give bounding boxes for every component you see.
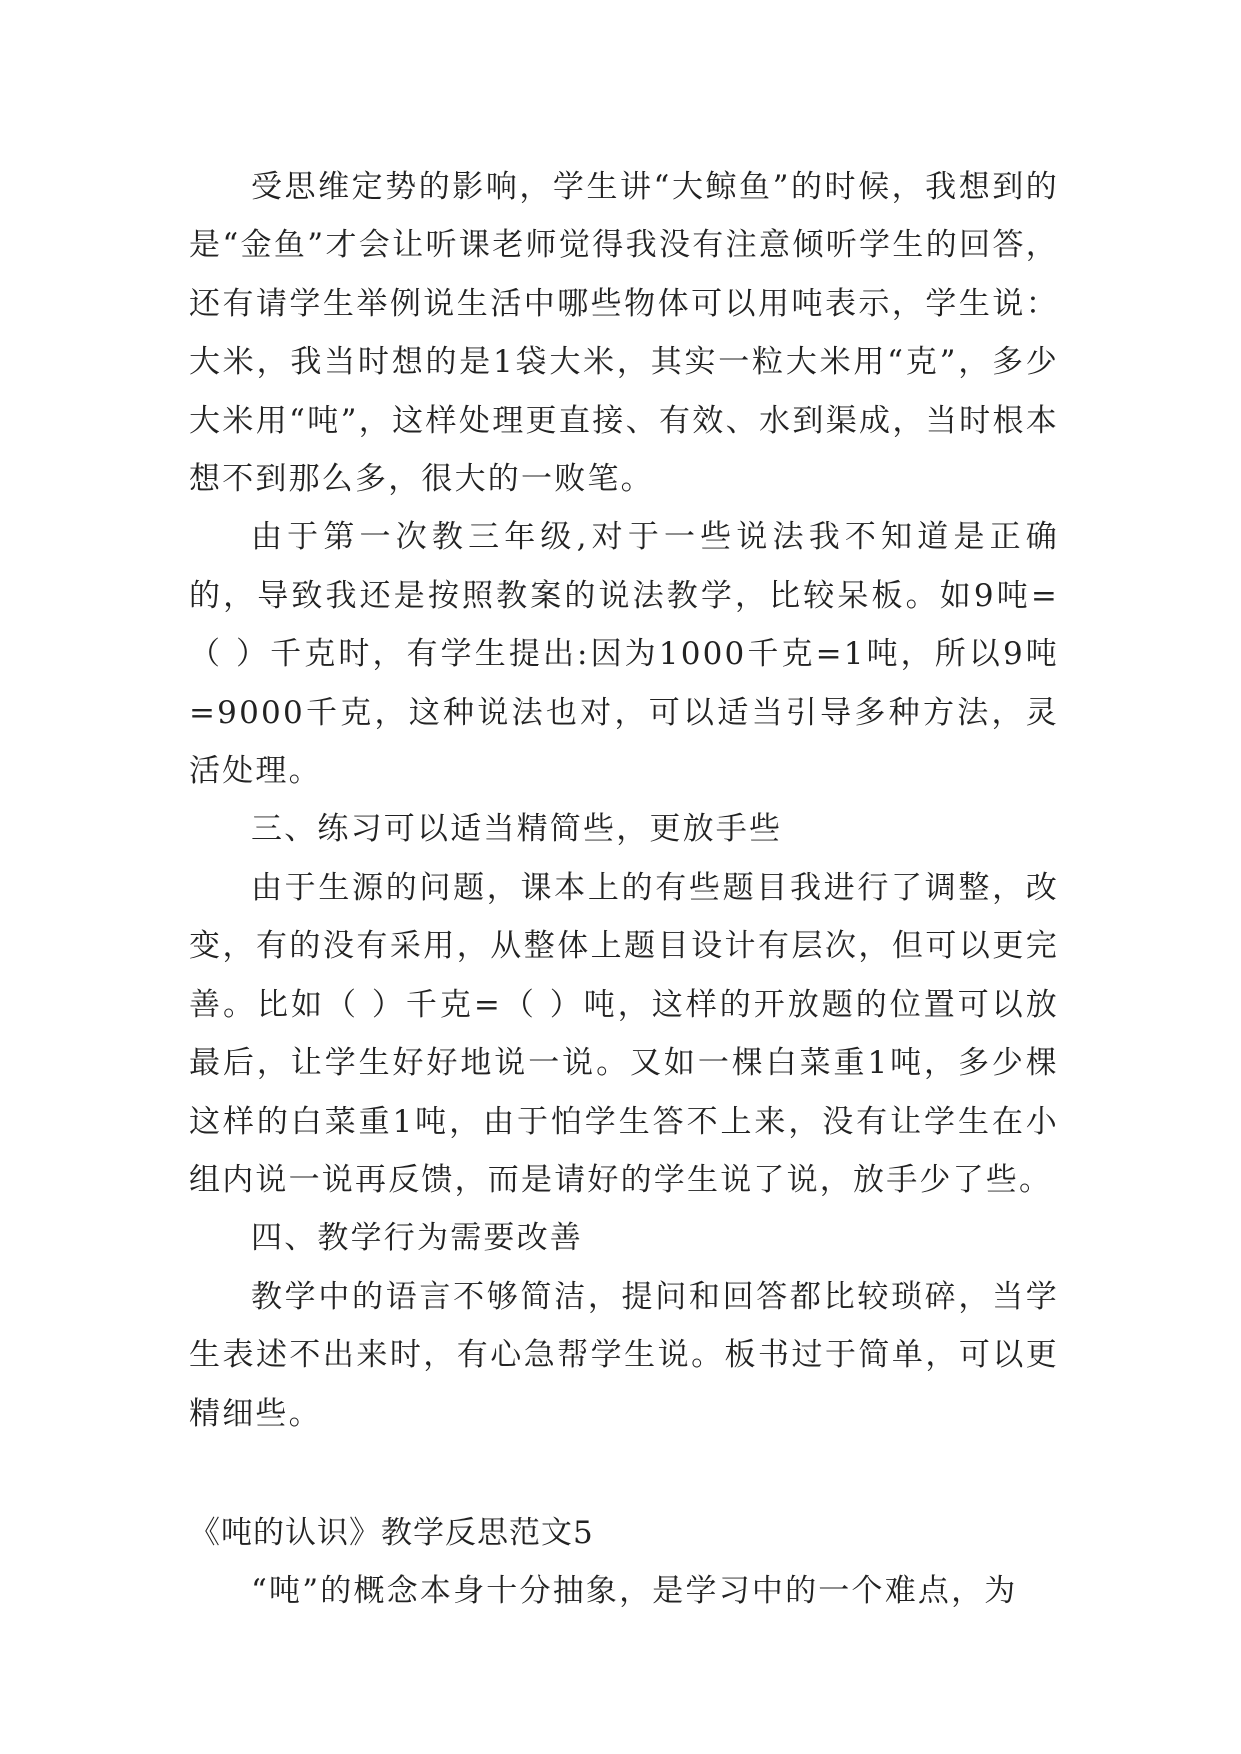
essay-title: 《吨的认识》教学反思范文5 (189, 1514, 594, 1551)
section-heading-3: 三、练习可以适当精简些，更放手些 (251, 811, 783, 848)
document-body (189, 158, 1059, 1621)
paragraph-5: “吨”的概念本身十分抽象，是学习中的一个难点，为 (251, 1573, 1018, 1610)
section-heading-4: 四、教学行为需要改善 (251, 1220, 583, 1257)
paragraph-1: 受思维定势的影响，学生讲“大鲸鱼”的时候，我想到的是“金鱼”才会让听课老师觉得我没有注意倾听学生的回答，还有请学生举例说生活中哪些物体可以用吨表示，学生说：大米，我当时想的是1袋大米，其实一粒大米用“克”，多少大米用“吨”，这样处理更直接、有效、水到渠成，当时根本想不到那么多，很大的一败笔。 (189, 169, 1059, 498)
paragraph-2: 由于第一次教三年级,对于一些说法我不知道是正确的，导致我还是按照教案的说法教学，比较呆板。如9吨=（ ）千克时，有学生提出:因为1000千克=1吨，所以9吨=9000千克，这种说法也对，可以适当引导多种方法，灵活处理。 (189, 519, 1059, 790)
paragraph-3: 由于生源的问题，课本上的有些题目我进行了调整，改变，有的没有采用，从整体上题目设计有层次，但可以更完善。比如（ ）千克=（ ）吨，这样的开放题的位置可以放最后，让学生好好地说一说。又如一棵白菜重1吨，多少棵这样的白菜重1吨，由于怕学生答不上来，没有让学生在小组内说一说再反馈，而是请好的学生说了说，放手少了些。 (189, 869, 1059, 1198)
paragraph-4: 教学中的语言不够简洁，提问和回答都比较琐碎，当学生表述不出来时，有心急帮学生说。板书过于简单，可以更精细些。 (189, 1278, 1059, 1432)
